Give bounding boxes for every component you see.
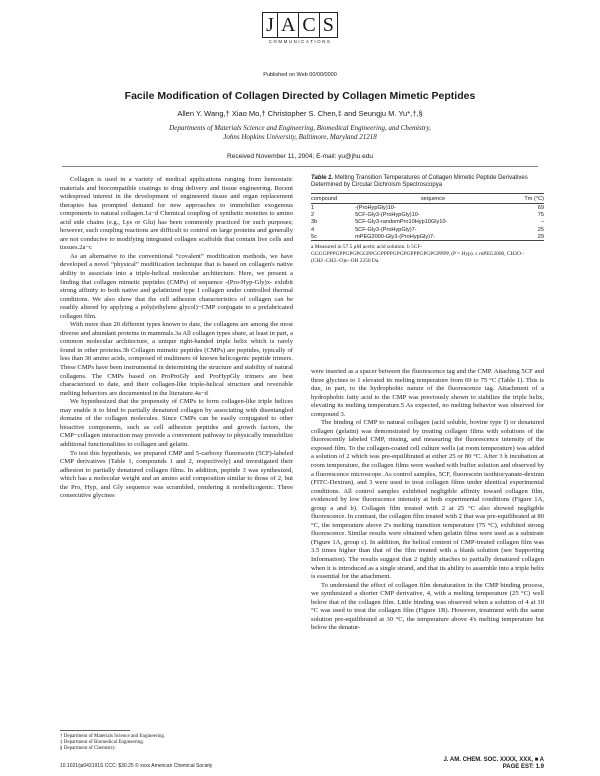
table-row: 4 5CF-Gly3-(ProHypGly)7- 25 [311,226,544,233]
table-caption: Table 1. Melting Transition Temperatures of Collagen Mimetic Peptide Derivatives Determined by Circular Dichroism Spectroscopya [311,175,528,189]
left-column [60,176,293,501]
table-header: Tm (°C) [511,194,544,204]
header-rule [62,166,538,167]
footnote-rule [60,730,130,731]
table-header: compound [311,194,355,204]
table-row: 1 -(ProHypGly)10- 69 [311,205,544,211]
body-paragraph: To test this hypothesis, we prepared CMP and 5-carboxy fluorescein (5CF)-labeled CMP derivatives (Table 1, compounds 1 and 2, respectively) and investigated their adhesion to partially denatured collagen films. In addition, peptide 3 was synthesized, which has a molecular weight and an amino acid composition similar to those of 2, but the Pro, Hyp, and Gly sequence was scrambled, rendering it nonhelicogenic. Three consecutive glycines [60,449,293,500]
table-1 [311,175,544,265]
right-column [311,368,544,633]
article-title: Facile Modification of Collagen Directed by Collagen Mimetic Peptides [124,90,476,102]
table-row: 3b 5CF-Gly3-randomPro10Hyp10Gly10- – [311,219,544,226]
received-line: Received November 11, 2004; E-mail: yu@jhu.edu [227,153,373,160]
journal-logo [0,12,600,44]
table-row: 2 5CF-Gly3-(ProHypGly)10- 75 [311,212,544,219]
body-paragraph: We hypothesized that the propensity of CMPs to form collagen-like triple helices may enable it to bind to partially denatured collagen by associating with disentangled domains of the collagen molecules. Since CMPs can be easily conjugated to other bioactive components, such as cell adhesion peptides and growth factors, the CMP−collagen interaction may provide a convenient pathway to physically immobilize additional functionalities to collagen and gelatin. [60,398,293,448]
body-paragraph: The binding of CMP to natural collagen (acid soluble, bovine type I) or denatured collagen (gelatin) was demonstrated by treating collagen films with solutions of the fluorescently labeled CMP, rinsing, and measuring the fluorescence intensity of the exposed film. To the collagen-coated cell culture wells (at room temperature) was added a solution of 2 which was pre-equilibrated at either 25 or 80 °C. After 3 h incubation at room temperature, the collagen films were washed with buffer solution and observed by a fluorescence microscope. As control samples, 5CF, fluorescein isothiocyanate-dextran (FITC-Dextran), and 3 were used to treat collagen films under identical experimental conditions. All control samples exhibited negligible affinity toward collagen film, evidenced by low fluorescence intensity at both experimental conditions (Figure 1A, group a and b). Collagen film treated with 2 at 25 °C also showed negligible fluorescence. In contrast, the collagen film treated with 2 that was pre-equilibrated at 80 °C, the temperature above 2's melting transition temperature (75 °C), exhibited strong fluorescence. Similar results were obtained when gelatin films were used as a substrate (Figure 1A, group c). In addition, the helical content of CMP-treated collagen film was 3.5 times higher than that of the film treated with a blank solution (see Supporting Information). The results suggest that 2 tightly attaches to partially denatured collagen when it is introduced as a single strand, and that its ability to assemble into a triple helix is essential for the attachment. [311,419,544,581]
affiliation: Departments of Materials Science and Engineering, Biomedical Engineering, and Chemistry, Johns Hopkins University, Baltimore, Maryland 21218 [169,124,431,141]
body-paragraph: As an alternative to the conventional “covalent” modification methods, we have developed a novel “physical” modification technique that is based on collagen's native ability to associate into a triple-helical molecular architecture. Here, we present a finding that collagen mimetic peptides (CMPs) of sequence -(Pro-Hyp-Gly)x- exhibit strong affinity to both native and gelatinized type I collagen under controlled thermal conditions. We also show that the cell adhesion characteristics of collagen can be readily altered by applying a poly(ethylene glycol)−CMP conjugate to a prefabricated collagen film. [60,252,293,320]
published-date: Published on Web 00/00/0000 [263,72,337,78]
journal-footer: J. AM. CHEM. SOC. XXXX, XXX, ■ A PAGE EST: 1.9 [443,757,544,770]
body-paragraph: Collagen is used in a variety of medical applications ranging from hemostatic materials and biocompatible coatings to drug delivery and tissue engineering. Recent widespread interest in the development of engineered tissue and organ replacement therapies has prompted demand for new approaches to immobilize exogenous components to natural collagen.1a−d Chemical coupling of synthetic moieties to amino acid side chains (e.g., Lys or Glu) has been commonly practiced for such purposes; however, such coupling reactions are difficult to control on large proteins and generally are not conducive to modifying integrated collagen scaffolds that contain live cells and tissues.2a−c [60,176,293,252]
table-footnote: a Measured in 57.5 μM acetic acid solution. b 5CF-GGGGPPPGPPGPGPGGPPGGPPPPGPGPGPPPGPGPGPPPP, (P = Hyp). c mPEG2000, CH3O−(CH2−CH2−O)n−OH 2250 Da. [311,244,525,264]
body-paragraph: were inserted as a spacer between the fluorescence tag and the CMP. Attaching 5CF and three glycines to 1 elevated its melting temperature from 69 to 75 °C (Table 1). This is due, in part, to the hydrophobic nature of the fluorescence tag. Attachment of a hydrophobic fatty acid to the CMP was previously shown to stabilize the triple helix, elevating its melting temperature.5 As expected, no melting behavior was observed for compound 3. [311,368,544,418]
table-row: 5c mPEG2000-Gly3-(ProHypGly)7- 29 [311,233,544,240]
melting-temperature-table [311,193,544,241]
doi-line: 10.1021/ja043191S CCC: $30.25 © xxxx American Chemical Society [60,763,213,769]
table-header: sequence [355,194,511,204]
author-list: Allen Y. Wang,† Xiao Mo,† Christopher S. Chen,‡ and Seungju M. Yu*,†,§ [177,109,423,118]
logo-subtitle: COMMUNICATIONS [268,39,332,44]
body-paragraph: To understand the effect of collagen film denaturation in the CMP binding process, we synthesized a shorter CMP derivative, 4, with a melting temperature (25 °C) well below that of the collagen film. Little binding was observed when a solution of 4 at 10 °C was used to treat the collagen film (Figure 1B). However, treatment with the same solution pre-equilibrated at 30 °C, the temperature above 4's melting temperature but below the denatur- [311,581,544,632]
footnotes: † Department of Materials Science and Engineering. ‡ Department of Biomedical Engineering. § Department of Chemistry. [60,734,166,752]
body-paragraph: With more than 20 different types known to date, the collagens are among the most diverse and abundant proteins in mammals.3a All collagen types share, at least in part, a common molecular architecture, a unique right-handed triple helix which is rarely found in other proteins.3b Collagen mimetic peptides (CMPs) are peptides, typically of less than 30 amino acids, composed of multimers of known helicogenic peptide trimers. These CMPs have been instrumental in determining the structure and stability of natural collagens. The CMPs based on ProProGly and ProHypGly trimers are best characterized to date, and their collagen-like triple-helical structure and reversible melting behaviors are documented in the literature.4a−d [60,321,293,397]
logo-letters: J A C S [262,12,338,38]
